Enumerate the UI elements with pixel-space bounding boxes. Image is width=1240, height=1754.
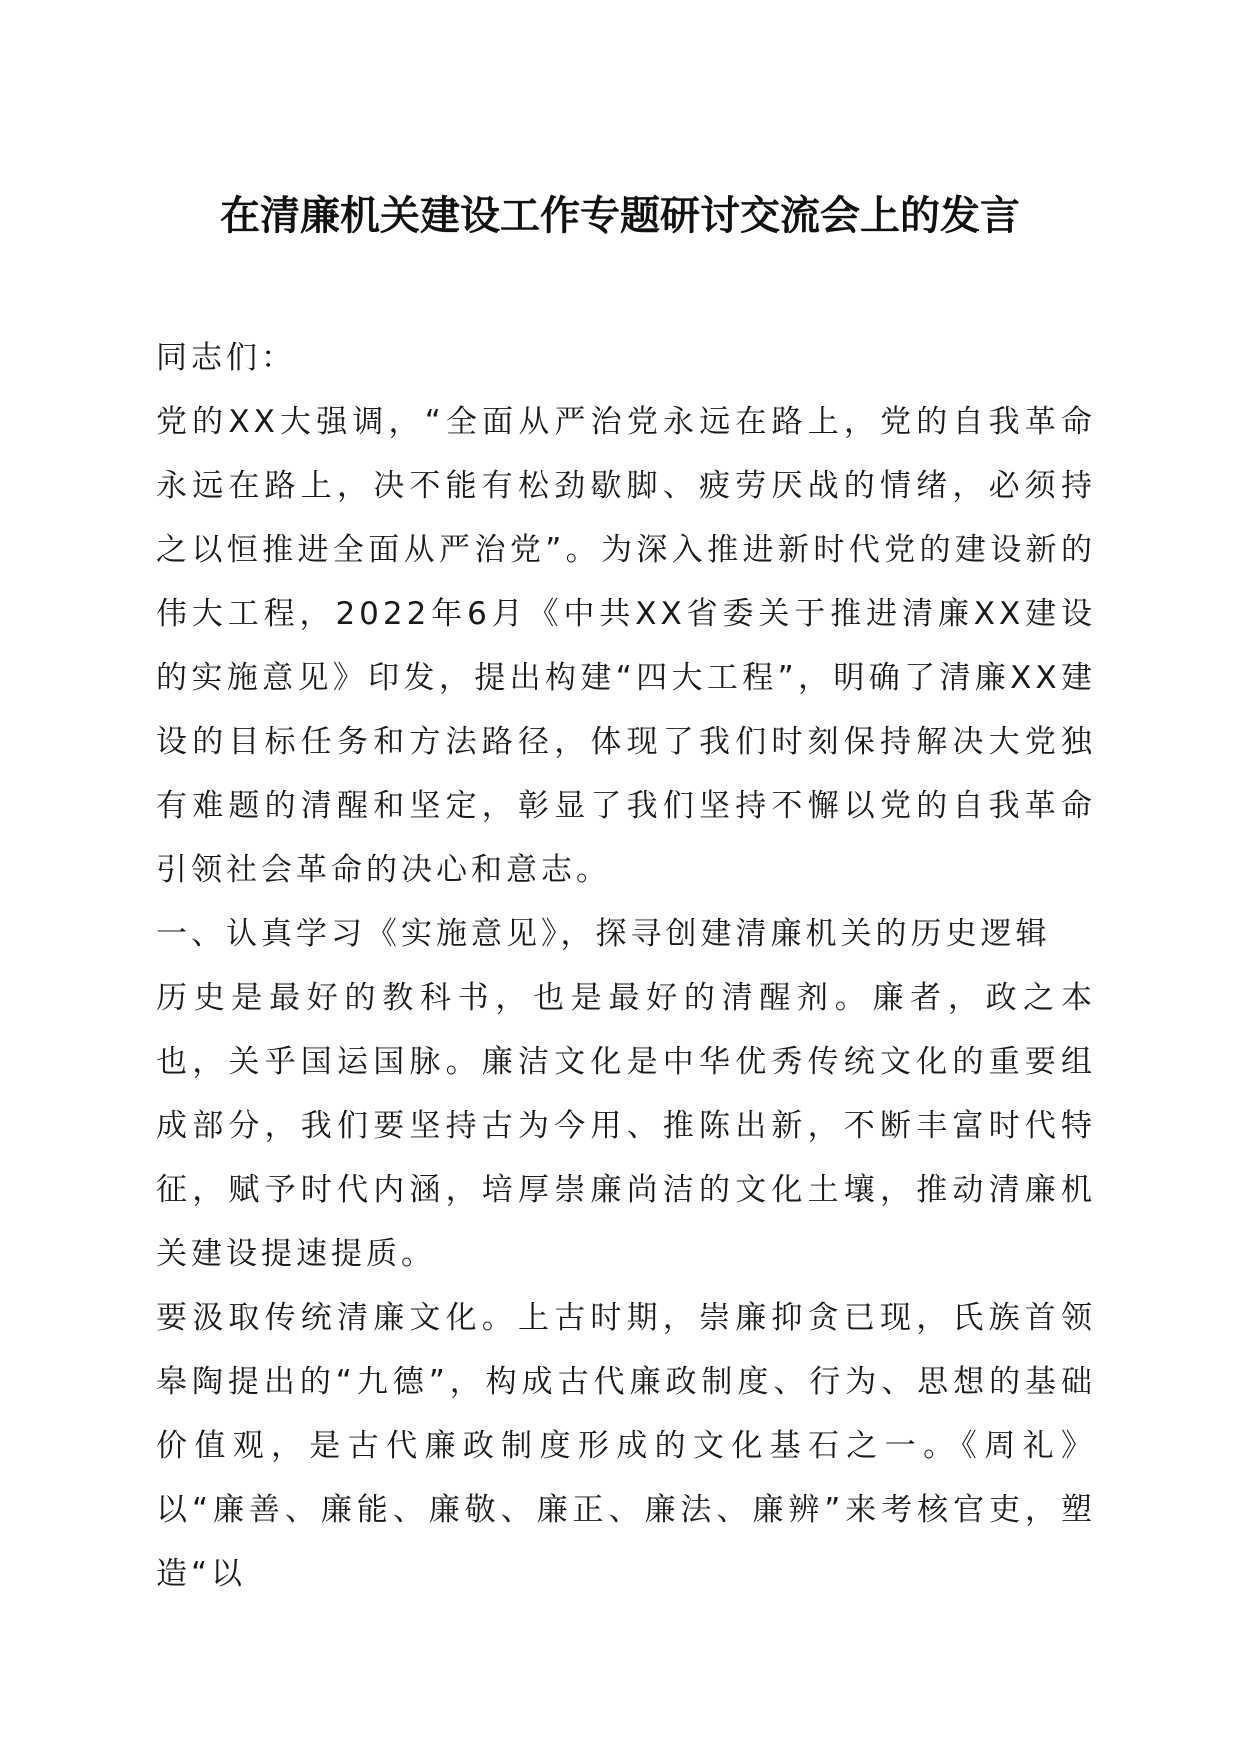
paragraph-section1-1: 历史是最好的教科书，也是最好的清醒剂。廉者，政之本也，关乎国运国脉。廉洁文化是中华优秀传统文化的重要组成部分，我们要坚持古为今用、推陈出新，不断丰富时代特征，赋予时代内涵，培厚崇廉尚洁的文化土壤，推动清廉机关建设提速提质。: [156, 980, 1096, 1272]
paragraph-section1-2: 要汲取传统清廉文化。上古时期，崇廉抑贪已现，氏族首领皋陶提出的“九德”，构成古代廉政制度、行为、思想的基础价值观，是古代廉政制度形成的文化基石之一。《周礼》以“廉善、廉能、廉敬、廉正、廉法、廉辨”来考核官吏，塑造“以: [156, 1300, 1096, 1592]
section-heading-1: 一、认真学习《实施意见》，探寻创建清廉机关的历史逻辑: [156, 916, 1051, 952]
document-title: 在清廉机关建设工作专题研讨交流会上的发言: [220, 192, 1020, 239]
document-body: [156, 326, 1096, 1606]
paragraph-intro: 党的XX大强调，“全面从严治党永远在路上，党的自我革命永远在路上，决不能有松劲歇脚、疲劳厌战的情绪，必须持之以恒推进全面从严治党”。为深入推进新时代党的建设新的伟大工程，2022年6月《中共XX省委关于推进清廉XX建设的实施意见》印发，提出构建“四大工程”，明确了清廉XX建设的目标任务和方法路径，体现了我们时刻保持解决大党独有难题的清醒和坚定，彰显了我们坚持不懈以党的自我革命引领社会革命的决心和意志。: [156, 404, 1096, 888]
greeting: 同志们：: [156, 340, 296, 376]
